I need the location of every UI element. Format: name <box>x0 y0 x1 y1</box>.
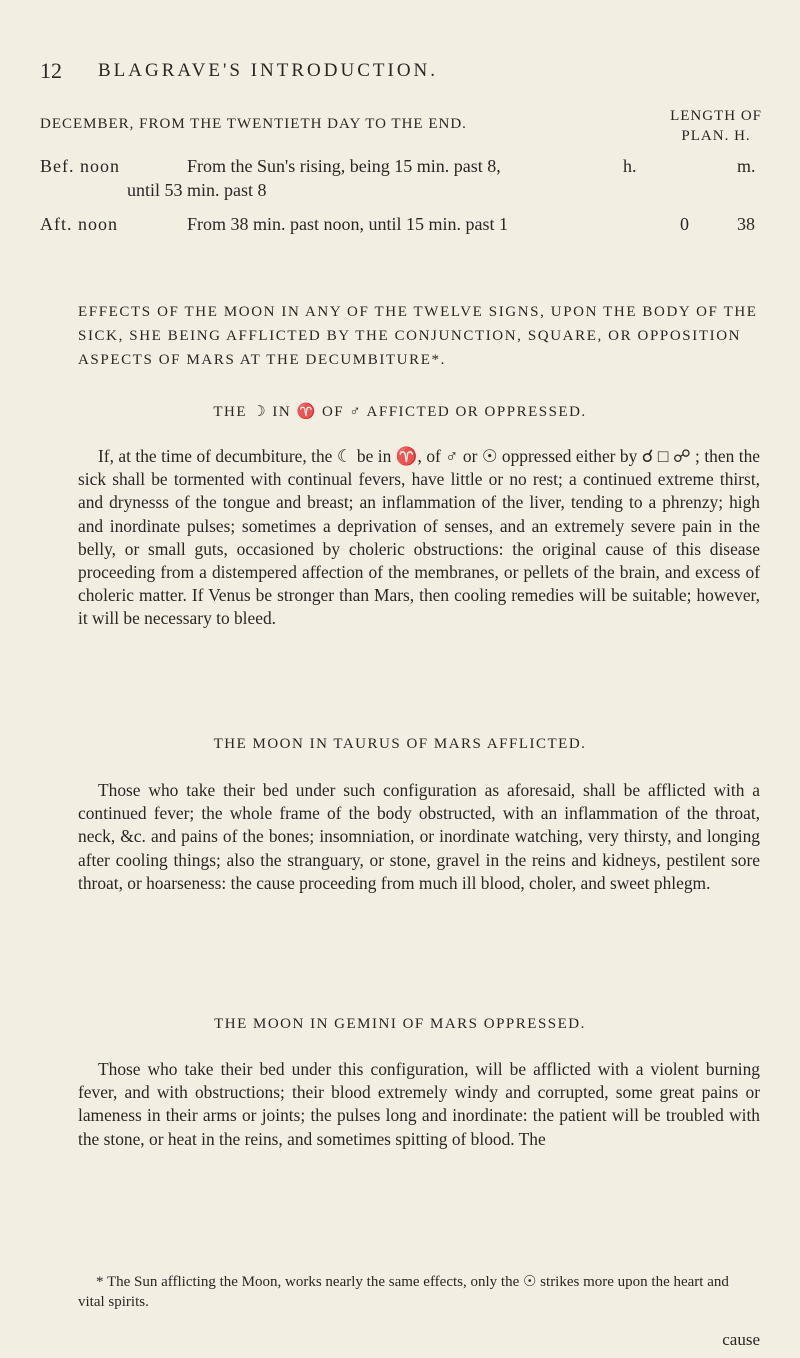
row-text: From 38 min. past noon, until 15 min. past 1 <box>187 214 509 234</box>
table-heading-right <box>670 106 762 146</box>
plan-h-label: PLAN. H. <box>681 128 751 144</box>
table-heading-left: DECEMBER, FROM THE TWENTIETH DAY TO THE END. <box>40 116 467 132</box>
length-of-label: LENGTH OF <box>670 108 762 124</box>
row-label: Aft. noon <box>40 214 118 234</box>
table-heading <box>40 106 762 150</box>
footnote: * The Sun afflicting the Moon, works nearly the same effects, only the ☉ strikes more upon the heart and vital spirits. <box>78 1274 729 1310</box>
row-text: From the Sun's rising, being 15 min. past 8, <box>187 156 501 176</box>
catchword: cause <box>722 1330 760 1349</box>
page-number: 12 <box>40 58 62 83</box>
row-text: until 53 min. past 8 <box>127 180 267 200</box>
subsection-heading-aries: THE ☽ IN ♈ OF ♂ AFFICTED OR OPPRESSED. <box>213 404 587 420</box>
paragraph-gemini: Those who take their bed under this configuration, will be afflicted with a violent burning fever, and with obstructions; their blood extremely windy and corrupted, some great pains or lameness in their arms or joints; the pulses long and inordinate: the patient will be troubled with the stone, or heat in the reins, and sometimes spitting of blood. The <box>78 1059 760 1149</box>
table-row <box>40 214 762 235</box>
row-col-hours: h. <box>623 156 637 176</box>
running-head <box>40 58 760 88</box>
table-row <box>40 156 762 177</box>
paragraph-taurus: Those who take their bed under such configuration as aforesaid, shall be afflicted with a continued fever; the whole frame of the body obstructed, with an inflammation of the throat, neck, &c. and pains of the bones; insomniation, or inordinate watching, very thirsty, and longing after cooling things; also the stranguary, or stone, gravel in the reins and kidneys, pestilent sore throat, or hoarseness: the cause proceeding from much ill blood, choler, and sweet phlegm. <box>78 780 760 893</box>
row-col-minutes: m. <box>737 156 756 176</box>
row-col-mid: 0 <box>680 214 689 234</box>
row-col-minutes: 38 <box>737 214 755 234</box>
row-label: Bef. noon <box>40 156 120 176</box>
running-title: BLAGRAVE'S INTRODUCTION. <box>98 60 439 81</box>
paragraph-aries: If, at the time of decumbiture, the ☾ be in ♈, of ♂ or ☉ oppressed either by ☌ □ ☍ ; then the sick shall be tormented with continual fevers, have little or no rest; a continued extreme thirst, and drynesss of the tongue and breast; an inflammation of the liver, tending to a phrenzy; high and inordinate pulses; sometimes a deprivation of senses, and an extremely severe pain in the belly, or small guts, occasioned by choleric obstructions: the original cause of this disease proceeding from a distempered affection of the membranes, or pellets of the brain, and excess of choleric matter. If Venus be stronger than Mars, then cooling remedies will be suitable; however, it will be necessary to bleed. <box>78 446 760 629</box>
subsection-heading-gemini: THE MOON IN GEMINI OF MARS OPPRESSED. <box>214 1016 586 1032</box>
table-row-continuation <box>127 180 627 201</box>
section-heading: EFFECTS OF THE MOON IN ANY OF THE TWELVE SIGNS, UPON THE BODY OF THE SICK, SHE BEING AFFLICTED BY THE CONJUNCTION, SQUARE, OR OPPOSITION ASPECTS OF MARS AT THE DECUMBITURE*. <box>78 304 758 368</box>
subsection-heading-taurus: THE MOON IN TAURUS OF MARS AFFLICTED. <box>213 736 587 752</box>
